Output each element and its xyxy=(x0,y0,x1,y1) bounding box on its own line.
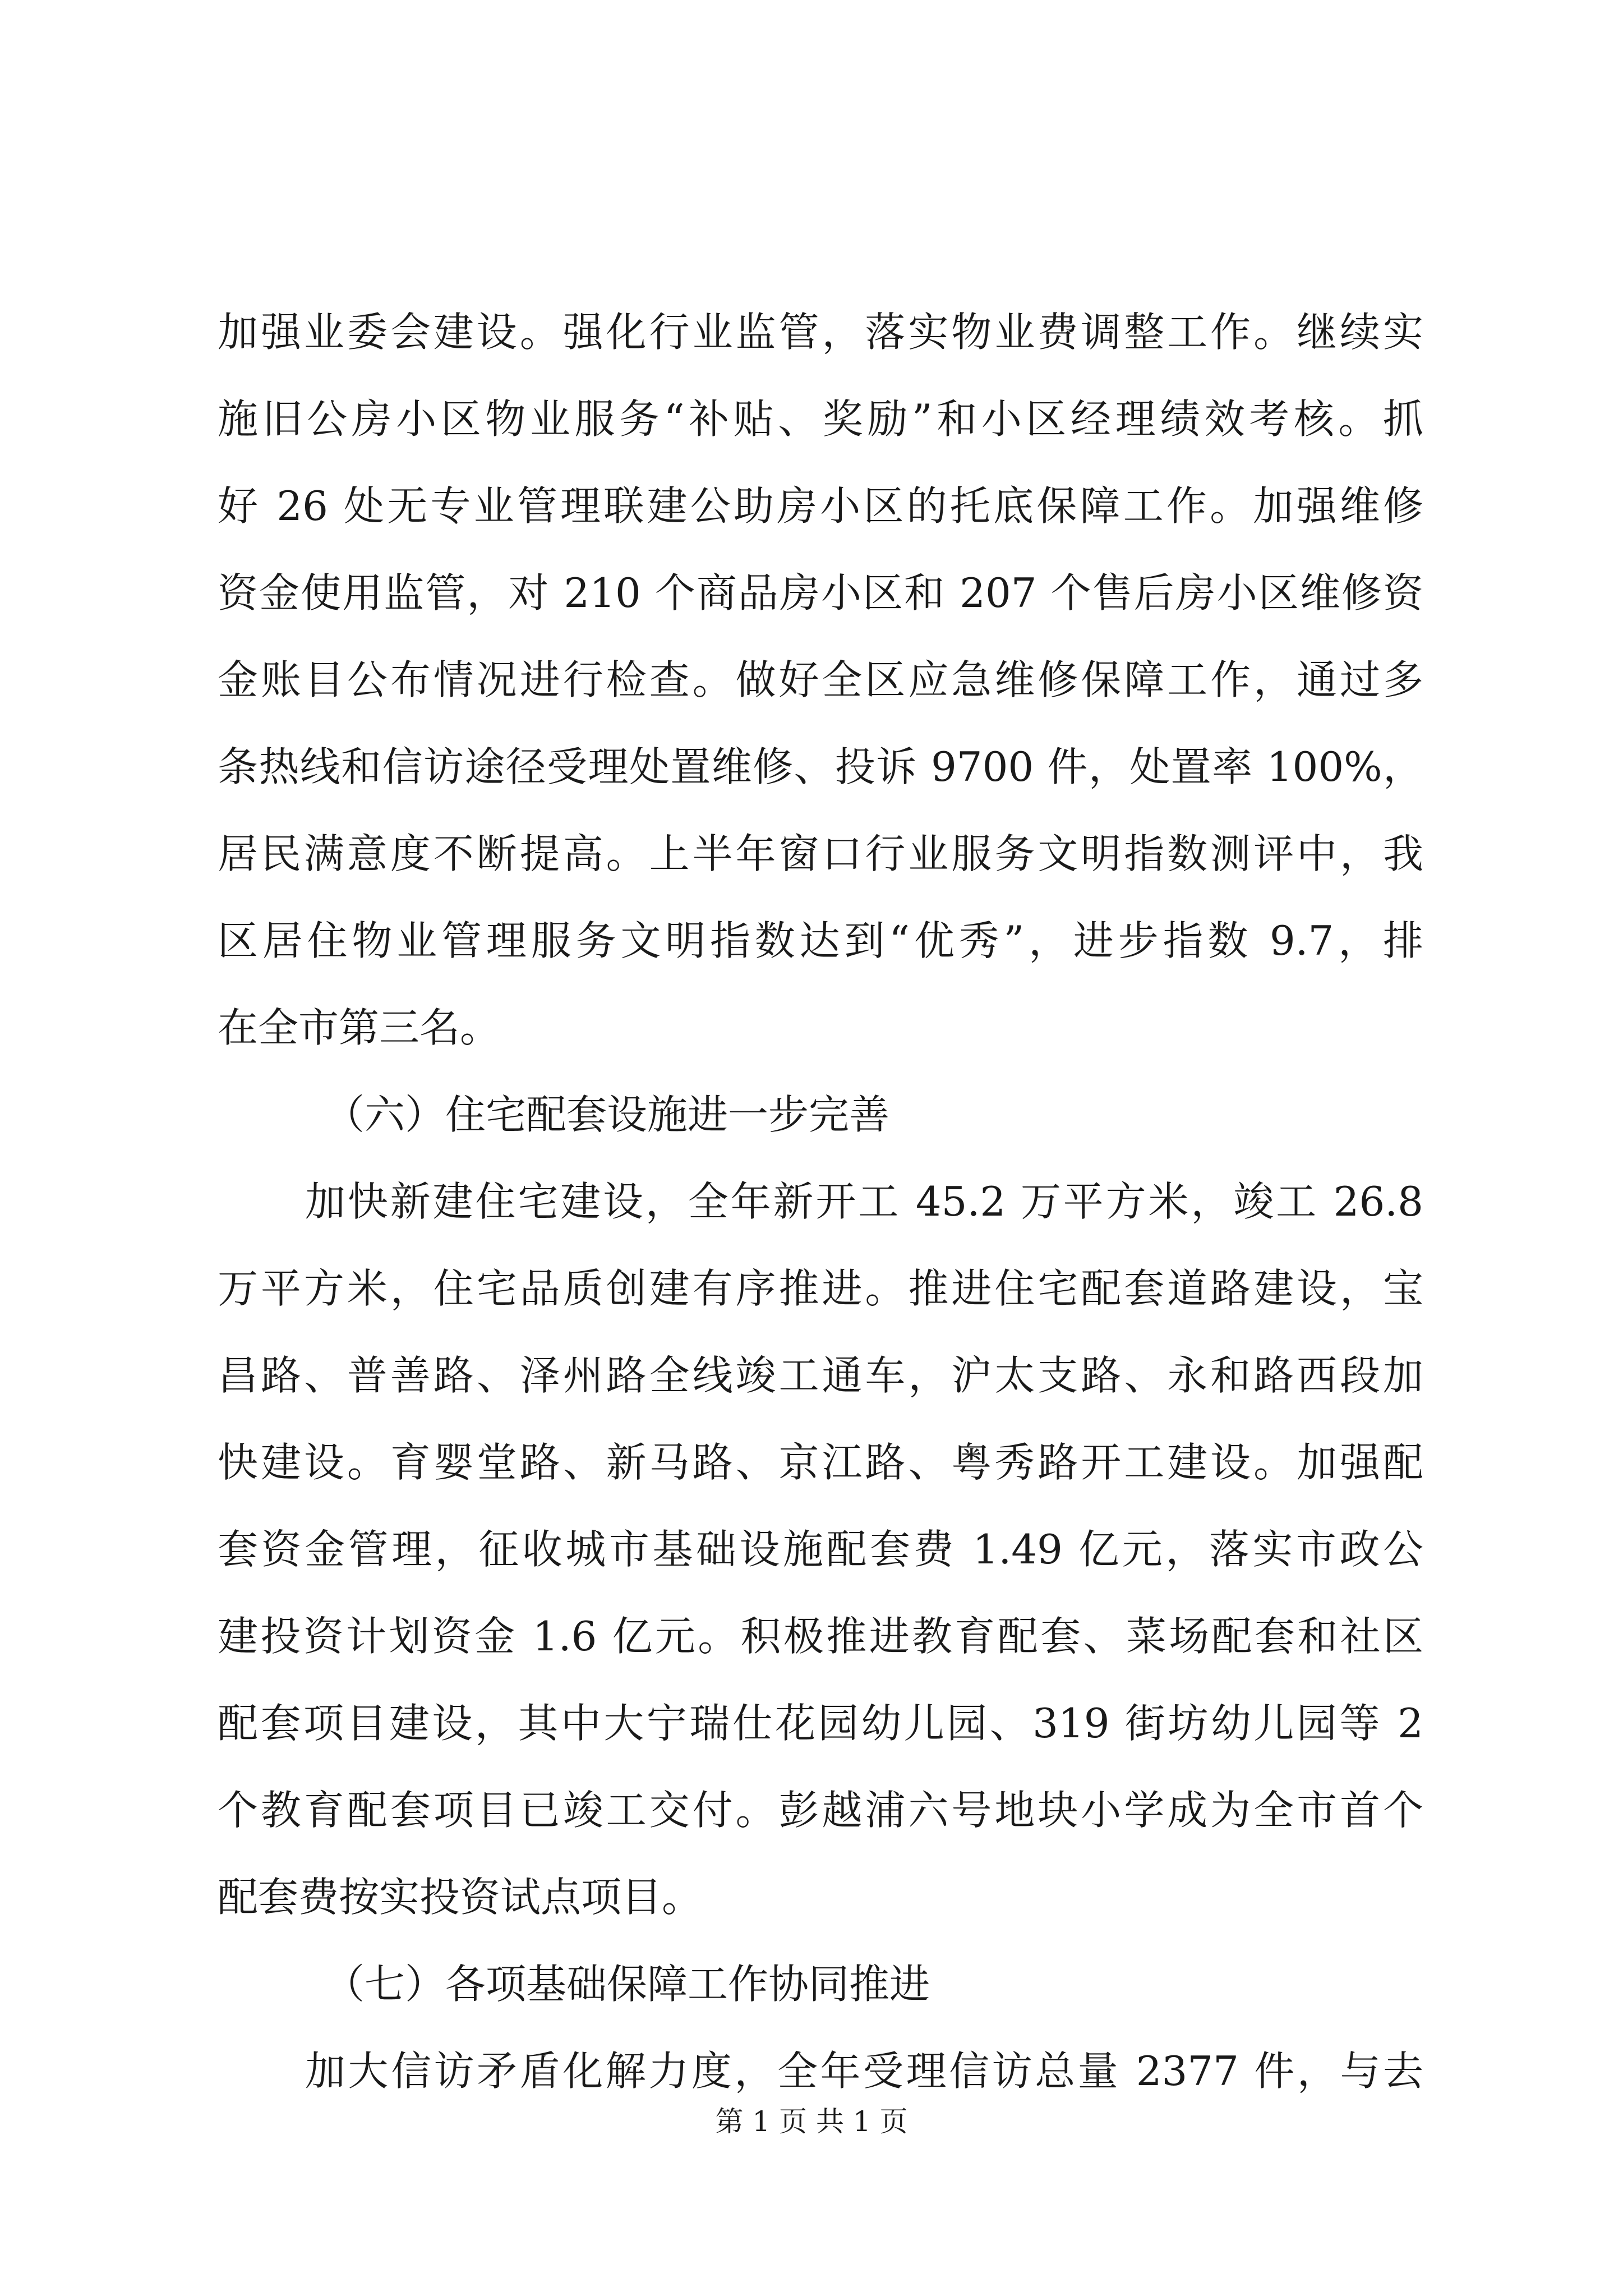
text-line: 金账目公布情况进行检查。做好全区应急维修保障工作，通过多 xyxy=(218,656,1423,703)
text-line: 资金使用监管，对 210 个商品房小区和 207 个售后房小区维修资 xyxy=(218,569,1423,616)
text-line: 施旧公房小区物业服务“补贴、奖励”和小区经理绩效考核。抓 xyxy=(218,395,1423,443)
page-footer xyxy=(0,2105,1623,2138)
document-body xyxy=(218,289,1423,2115)
text-line: 区居住物业管理服务文明指数达到“优秀”，进步指数 9.7，排 xyxy=(218,917,1423,964)
text-line: 配套项目建设，其中大宁瑞仕花园幼儿园、319 街坊幼儿园等 2 xyxy=(218,1700,1423,1747)
text-line: 条热线和信访途径受理处置维修、投诉 9700 件，处置率 100%， xyxy=(218,743,1423,790)
section-heading: （七）各项基础保障工作协同推进 xyxy=(324,1961,930,2008)
text-line: 昌路、普善路、泽州路全线竣工通车，沪太支路、永和路西段加 xyxy=(218,1352,1423,1399)
section-heading: （六）住宅配套设施进一步完善 xyxy=(324,1091,890,1138)
text-line: 快建设。育婴堂路、新马路、京江路、粤秀路开工建设。加强配 xyxy=(218,1439,1423,1486)
text-line: 建投资计划资金 1.6 亿元。积极推进教育配套、菜场配套和社区 xyxy=(218,1613,1423,1660)
text-line: 配套费按实投资试点项目。 xyxy=(218,1874,703,1921)
text-line: 好 26 处无专业管理联建公助房小区的托底保障工作。加强维修 xyxy=(218,482,1423,530)
page-number-label: 第 1 页 共 1 页 xyxy=(715,2105,908,2138)
text-line: 在全市第三名。 xyxy=(218,1004,501,1051)
text-line: 加大信访矛盾化解力度，全年受理信访总量 2377 件，与去 xyxy=(305,2047,1423,2095)
text-line: 加强业委会建设。强化行业监管，落实物业费调整工作。继续实 xyxy=(218,309,1423,356)
text-line: 居民满意度不断提高。上半年窗口行业服务文明指数测评中，我 xyxy=(218,830,1423,877)
text-line: 加快新建住宅建设，全年新开工 45.2 万平方米，竣工 26.8 xyxy=(305,1178,1423,1225)
text-line: 套资金管理，征收城市基础设施配套费 1.49 亿元，落实市政公 xyxy=(218,1526,1423,1573)
text-line: 个教育配套项目已竣工交付。彭越浦六号地块小学成为全市首个 xyxy=(218,1787,1423,1834)
text-line: 万平方米，住宅品质创建有序推进。推进住宅配套道路建设，宝 xyxy=(218,1265,1423,1312)
